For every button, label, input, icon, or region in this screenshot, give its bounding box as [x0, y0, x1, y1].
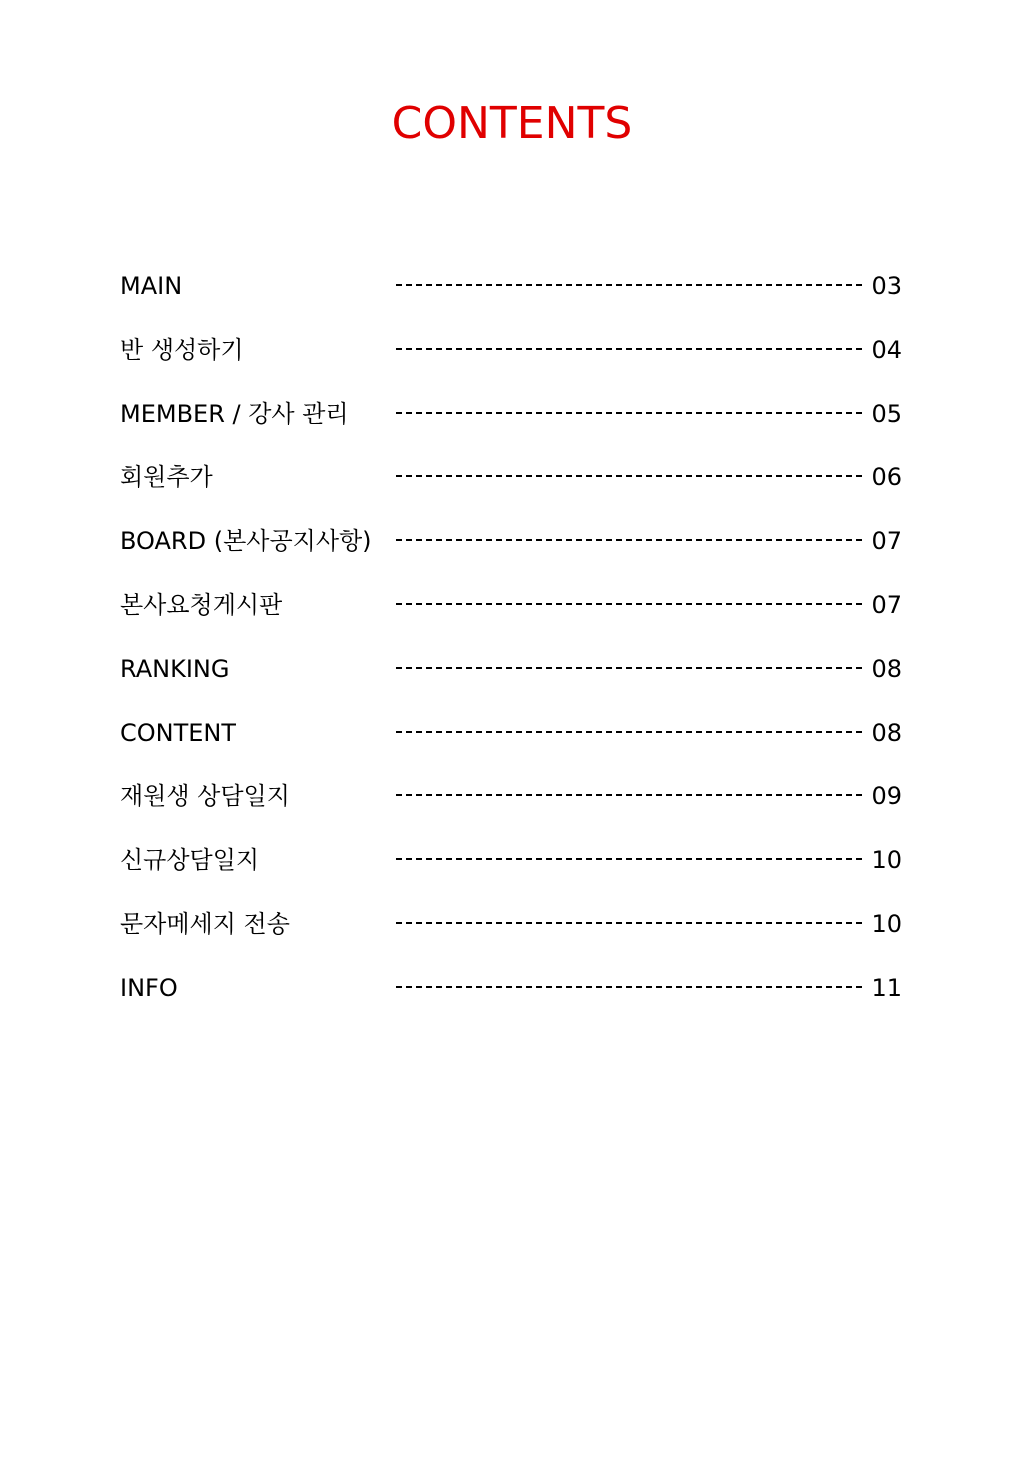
toc-entry-label: MAIN: [120, 272, 183, 300]
toc-entry-page: 08: [871, 718, 902, 747]
toc-entry-page: 04: [871, 335, 902, 364]
toc-entry-info: [120, 966, 902, 1030]
toc-entry-board-notice: [120, 519, 902, 583]
toc-entry-member-management: [120, 392, 902, 456]
toc-entry-label: INFO: [120, 973, 178, 1002]
table-of-contents: [120, 264, 902, 1030]
toc-entry-page: 09: [871, 782, 902, 811]
toc-entry-label: RANKING: [120, 654, 230, 683]
toc-entry-page: 11: [871, 973, 902, 1002]
toc-entry-label: 신규상담일지: [120, 846, 260, 875]
toc-dot-leader: [396, 284, 862, 286]
toc-entry-label: 반 생성하기: [120, 335, 244, 364]
toc-entry-page: 06: [871, 463, 902, 492]
toc-dot-leader: [396, 858, 862, 860]
toc-entry-label: MEMBER / 강사 관리: [120, 399, 349, 428]
toc-entry-request-board: [120, 583, 902, 647]
toc-entry-label: BOARD (본사공지사항): [120, 527, 372, 556]
toc-dot-leader: [396, 922, 862, 924]
toc-entry-new-counseling-log: [120, 838, 902, 902]
toc-dot-leader: [396, 348, 862, 350]
toc-entry-student-counseling-log: [120, 774, 902, 838]
toc-entry-content: [120, 711, 902, 775]
toc-entry-page: 07: [871, 590, 902, 619]
toc-dot-leader: [396, 986, 862, 988]
toc-entry-send-text-message: [120, 902, 902, 966]
toc-entry-page: 10: [871, 846, 902, 875]
toc-entry-page: 10: [871, 909, 902, 938]
toc-dot-leader: [396, 667, 862, 669]
toc-dot-leader: [396, 539, 862, 541]
toc-entry-label: 문자메세지 전송: [120, 909, 290, 938]
toc-entry-main: [120, 264, 902, 328]
toc-entry-add-member: [120, 455, 902, 519]
toc-entry-create-class: [120, 328, 902, 392]
toc-entry-page: 05: [871, 399, 902, 428]
toc-entry-page: 08: [871, 654, 902, 683]
toc-dot-leader: [396, 412, 862, 414]
toc-dot-leader: [396, 794, 862, 796]
toc-dot-leader: [396, 731, 862, 733]
toc-entry-label: 본사요청게시판: [120, 590, 283, 619]
toc-dot-leader: [396, 475, 862, 477]
page-title: CONTENTS: [391, 98, 633, 149]
toc-entry-ranking: [120, 647, 902, 711]
toc-entry-label: CONTENT: [120, 718, 237, 747]
toc-entry-label: 회원추가: [120, 463, 213, 492]
toc-entry-page: 03: [871, 272, 902, 300]
toc-entry-page: 07: [871, 527, 902, 556]
toc-dot-leader: [396, 603, 862, 605]
toc-entry-label: 재원생 상담일지: [120, 782, 290, 811]
